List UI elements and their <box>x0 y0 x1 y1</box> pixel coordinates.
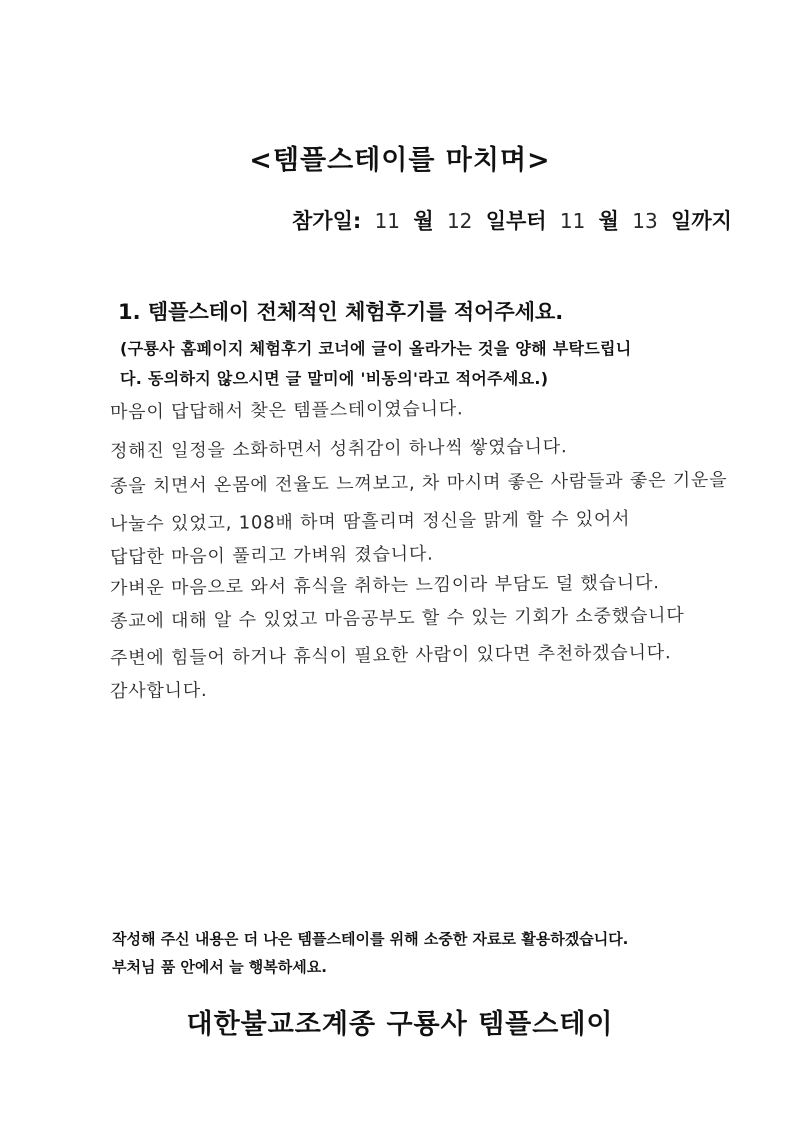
footer-note-line-2: 부처님 품 안에서 늘 행복하세요. <box>112 958 327 976</box>
day-until-label: 일까지 <box>671 209 732 233</box>
end-month-value: 11 <box>559 209 586 233</box>
day-from-label: 일부터 <box>485 209 547 233</box>
month-unit-end: 월 <box>598 209 619 233</box>
start-month-value: 11 <box>374 209 401 233</box>
question-heading: 1. 템플스테이 전체적인 체험후기를 적어주세요. <box>118 300 564 324</box>
answer-line: 주변에 힘들어 하거나 휴식이 필요한 사람이 있다면 추천하겠습니다. <box>109 642 672 669</box>
start-day-value: 12 <box>446 209 473 233</box>
answer-line: 가벼운 마음으로 와서 휴식을 취하는 느낌이라 부담도 덜 했습니다. <box>109 572 660 599</box>
answer-line: 감사합니다. <box>109 679 208 702</box>
month-unit-start: 월 <box>413 209 434 233</box>
organization-name: 대한불교조계종 구룡사 템플스테이 <box>186 1009 614 1040</box>
answer-line: 정해진 일정을 소화하면서 성취감이 하나씩 쌓였습니다. <box>109 436 568 462</box>
answer-line: 종교에 대해 알 수 있었고 마음공부도 할 수 있는 기회가 소중했습니다 <box>109 604 685 632</box>
page-title: <템플스테이를 마치며> <box>249 145 551 176</box>
footer-note-line-1: 작성해 주신 내용은 더 나은 템플스테이를 위해 소중한 자료로 활용하겠습니다. <box>112 930 629 948</box>
answer-line: 답답한 마음이 풀리고 가벼워 졌습니다. <box>109 543 434 568</box>
question-note-line-1: (구룡사 홈페이지 체험후기 코너에 글이 올라가는 것을 양해 부탁드립니 <box>120 339 632 358</box>
answer-line: 종을 치면서 온몸에 전율도 느껴보고, 차 마시며 좋은 사람들과 좋은 기운을 <box>109 469 728 497</box>
answer-line: 마음이 답답해서 찾은 템플스테이였습니다. <box>109 398 464 423</box>
participation-label: 참가일: <box>292 209 362 233</box>
end-day-value: 13 <box>632 209 658 233</box>
participation-dates <box>292 205 732 235</box>
answer-line: 나눌수 있었고, 108배 하며 땀흘리며 정신을 맑게 할 수 있어서 <box>109 508 631 535</box>
question-note-line-2: 다. 동의하지 않으시면 글 말미에 '비동의'라고 적어주세요.) <box>120 369 549 388</box>
